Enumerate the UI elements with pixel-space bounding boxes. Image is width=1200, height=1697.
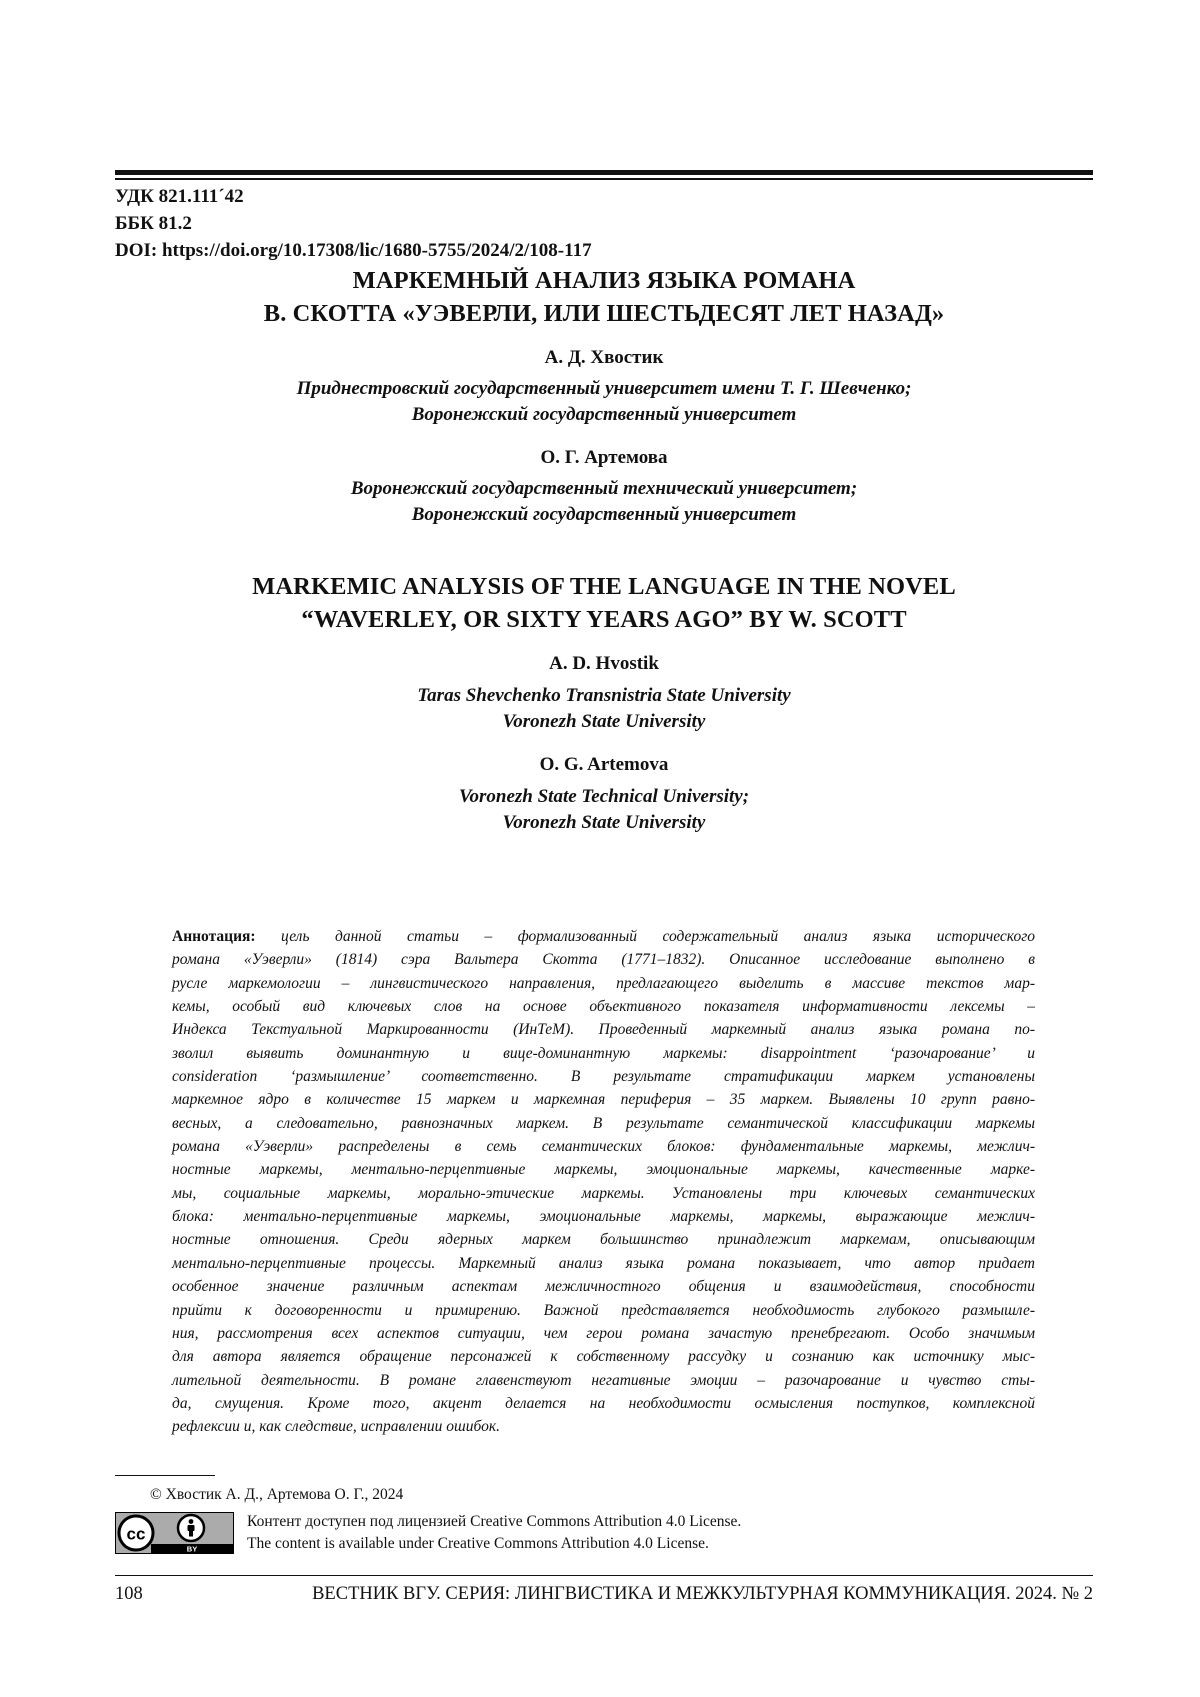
affiliation-ru-2 xyxy=(115,476,1093,528)
header-double-rule xyxy=(115,170,1093,180)
journal-running-footer: ВЕСТНИК ВГУ. СЕРИЯ: ЛИНГВИСТИКА И МЕЖКУЛЬТУРНАЯ КОММУНИКАЦИЯ. 2024. № 2 xyxy=(312,1581,1093,1607)
abstract-line: Аннотация: цель данной статьи – формализованный содержательный анализ языка исторического xyxy=(172,925,1035,948)
abstract-line: кемы, особый вид ключевых слов на основе объективного показателя информативности лексемы – xyxy=(172,995,1035,1018)
affiliation-line: Воронежский государственный университет xyxy=(115,502,1093,528)
abstract-line: весных, а следовательно, равнозначных маркем. В результате семантической классификации маркемы xyxy=(172,1112,1035,1135)
affiliation-line: Воронежский государственный университет xyxy=(115,402,1093,428)
bbk-code: ББК 81.2 xyxy=(115,210,592,237)
affiliation-line: Приднестровский государственный университет имени Т. Г. Шевченко; xyxy=(115,376,1093,402)
title-en-line: “WAVERLEY, OR SIXTY YEARS AGO” BY W. SCOTT xyxy=(115,603,1093,636)
abstract-line: для автора является обращение персонажей к собственному рассудку и сознанию как источнику мыс- xyxy=(172,1345,1035,1368)
abstract-line: consideration ‘размышление’ соответственно. В результате стратификации маркем установлены xyxy=(172,1065,1035,1088)
copyright-notice: © Хвостик А. Д., Артемова О. Г., 2024 xyxy=(150,1484,403,1506)
license-en: The content is available under Creative Commons Attribution 4.0 License. xyxy=(247,1533,741,1555)
abstract-line: блока: ментально-перцептивные маркемы, эмоциональные маркемы, маркемы, выражающие межлич- xyxy=(172,1205,1035,1228)
affiliation-en-2 xyxy=(115,784,1093,836)
title-en xyxy=(115,570,1093,636)
abstract xyxy=(172,925,1035,1439)
abstract-line: Индекса Текстуальной Маркированности (ИнТеМ). Проведенный маркемный анализ языка романа по- xyxy=(172,1018,1035,1041)
abstract-label: Аннотация: xyxy=(172,928,256,945)
abstract-line: да, смущения. Кроме того, акцент делается на необходимости осмысления поступков, комплексной xyxy=(172,1392,1035,1415)
classification-codes xyxy=(115,183,592,264)
article-first-page xyxy=(115,0,1093,1697)
doi-link[interactable]: DOI: https://doi.org/10.17308/lic/1680-5755/2024/2/108-117 xyxy=(115,237,592,264)
abstract-line: ментально-перцептивные процессы. Маркемный анализ языка романа показывает, что автор придает xyxy=(172,1252,1035,1275)
author-ru-2: О. Г. Артемова xyxy=(115,445,1093,471)
affiliation-line: Voronezh State University xyxy=(115,810,1093,836)
abstract-line: лительной деятельности. В романе главенствуют негативные эмоции – разочарование и чувство сты- xyxy=(172,1369,1035,1392)
abstract-line: маркемное ядро в количестве 15 маркем и маркемная периферия – 35 маркем. Выявлены 10 групп равно- xyxy=(172,1088,1035,1111)
title-ru-line: В. СКОТТА «УЭВЕРЛИ, ИЛИ ШЕСТЬДЕСЯТ ЛЕТ НАЗАД» xyxy=(115,297,1093,330)
page-number: 108 xyxy=(115,1581,143,1607)
abstract-line: рефлексии и, как следствие, исправлении ошибок. xyxy=(172,1415,1035,1438)
title-en-line: MARKEMIC ANALYSIS OF THE LANGUAGE IN THE NOVEL xyxy=(115,570,1093,603)
license-statement xyxy=(247,1511,741,1555)
affiliation-en-1 xyxy=(115,683,1093,735)
author-ru-1: А. Д. Хвостик xyxy=(115,345,1093,371)
abstract-line: прийти к договоренности и примирению. Важной представляется необходимость глубокого размышле- xyxy=(172,1299,1035,1322)
abstract-line: ностные маркемы, ментально-перцептивные маркемы, эмоциональные маркемы, качественные марке- xyxy=(172,1158,1035,1181)
abstract-line: зволил выявить доминантную и вице-доминантную маркемы: disappointment ‘разочарование’ и xyxy=(172,1042,1035,1065)
title-ru-line: МАРКЕМНЫЙ АНАЛИЗ ЯЗЫКА РОМАНА xyxy=(115,264,1093,297)
affiliation-line: Voronezh State University xyxy=(115,709,1093,735)
abstract-line: ния, рассмотрения всех аспектов ситуации, чем герои романа зачастую пренебрегают. Особо значимым xyxy=(172,1322,1035,1345)
affiliation-line: Taras Shevchenko Transnistria State University xyxy=(115,683,1093,709)
svg-text:cc: cc xyxy=(127,1525,146,1544)
abstract-line: романа «Уэверли» распределены в семь семантических блоков: фундаментальные маркемы, межлич- xyxy=(172,1135,1035,1158)
udk-code: УДК 821.111´42 xyxy=(115,183,592,210)
abstract-line: мы, социальные маркемы, морально-этические маркемы. Установлены три ключевых семантических xyxy=(172,1182,1035,1205)
author-en-2: O. G. Artemova xyxy=(115,752,1093,778)
footer-rule xyxy=(115,1575,1093,1576)
cc-by-label: BY xyxy=(187,1545,197,1554)
license-ru: Контент доступен под лицензией Creative Commons Attribution 4.0 License. xyxy=(247,1511,741,1533)
affiliation-line: Воронежский государственный технический университет; xyxy=(115,476,1093,502)
author-en-1: A. D. Hvostik xyxy=(115,651,1093,677)
footnote-rule xyxy=(115,1475,215,1476)
title-ru xyxy=(115,264,1093,330)
abstract-line: ностные отношения. Среди ядерных маркем большинство принадлежит маркемам, описывающим xyxy=(172,1228,1035,1251)
affiliation-ru-1 xyxy=(115,376,1093,428)
affiliation-line: Voronezh State Technical University; xyxy=(115,784,1093,810)
abstract-line: романа «Уэверли» (1814) сэра Вальтера Скотта (1771–1832). Описанное исследование выполнено в xyxy=(172,948,1035,971)
cc-by-license-icon[interactable] xyxy=(115,1512,234,1554)
abstract-line: особенное значение различным аспектам межличностного общения и взаимодействия, способности xyxy=(172,1275,1035,1298)
abstract-line: русле маркемологии – лингвистического направления, предлагающего выделить в массиве текстов мар- xyxy=(172,972,1035,995)
